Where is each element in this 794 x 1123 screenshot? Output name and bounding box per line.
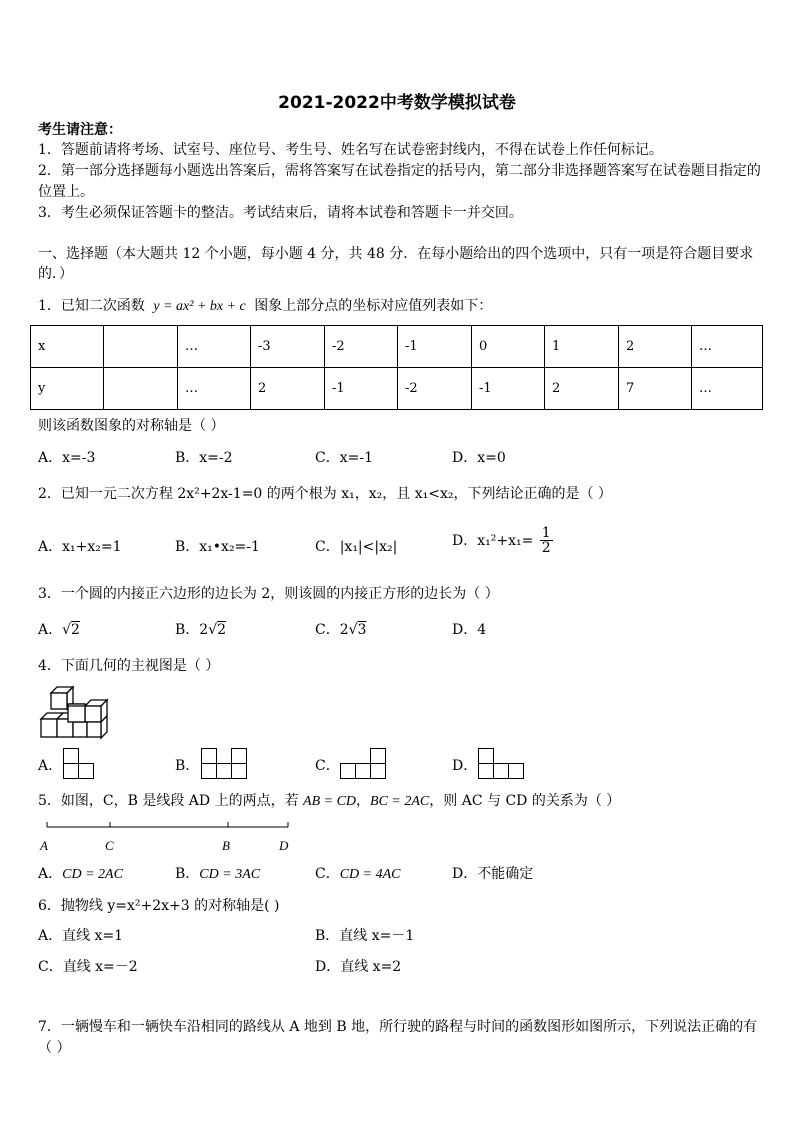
notice-item-2: 2．第一部分选择题每小题选出答案后，需将答案写在试卷指定的括号内，第二部分非选择题答案写在试卷题目指定的 bbox=[38, 163, 761, 179]
option-5a-math: CD = 2AC bbox=[62, 867, 123, 882]
question-1-prefix: 1．已知二次函数 bbox=[38, 298, 145, 314]
option-4d-label[interactable]: D． bbox=[452, 758, 478, 774]
option-3b[interactable] bbox=[175, 620, 226, 640]
table-cell: -1 bbox=[472, 368, 545, 410]
table-cell bbox=[104, 368, 178, 410]
table-cell: 2 bbox=[251, 368, 325, 410]
table-cell: … bbox=[692, 368, 763, 410]
option-5b-math: CD = 3AC bbox=[199, 867, 261, 882]
table-cell: -1 bbox=[325, 368, 398, 410]
option-6a[interactable]: A．直线 x=1 bbox=[38, 928, 124, 944]
question-1-ask: 则该函数图象的对称轴是（ ） bbox=[38, 418, 225, 434]
question-5-suffix: ，则 AC 与 CD 的关系为（ ） bbox=[429, 793, 621, 809]
option-4b-figure[interactable] bbox=[201, 748, 248, 780]
sqrt-sign: √ bbox=[62, 622, 72, 638]
table-cell bbox=[104, 326, 178, 368]
question-4-stem: 4．下面几何的主视图是（ ） bbox=[38, 658, 220, 674]
option-1b[interactable]: B．x=-2 bbox=[175, 450, 233, 466]
option-2d-text: D．x₁²+x₁= bbox=[452, 532, 534, 549]
option-1c[interactable]: C．x=-1 bbox=[315, 450, 373, 466]
fraction-numerator: 1 bbox=[541, 525, 551, 541]
table-cell: … bbox=[178, 326, 251, 368]
option-5c-math: CD = 4AC bbox=[339, 867, 401, 882]
option-4d-figure[interactable] bbox=[478, 748, 525, 780]
option-3b-label: B．2 bbox=[175, 622, 209, 638]
values-table bbox=[30, 325, 763, 410]
option-5b[interactable] bbox=[175, 864, 260, 885]
notice-heading: 考生请注意： bbox=[38, 122, 122, 138]
table-cell: 0 bbox=[472, 326, 545, 368]
question-1-suffix: 图象上部分点的坐标对应值列表如下： bbox=[254, 298, 493, 314]
question-7-stem-cont: （ ） bbox=[38, 1040, 71, 1056]
option-5c-label: C． bbox=[315, 866, 340, 882]
notice-item-3: 3．考生必须保证答题卡的整洁。考试结束后，请将本试卷和答题卡一并交回。 bbox=[38, 205, 523, 221]
table-cell: -3 bbox=[251, 326, 325, 368]
point-label-a: A bbox=[40, 838, 48, 853]
table-cell: y bbox=[31, 368, 104, 410]
option-5a[interactable] bbox=[38, 864, 123, 885]
table-row-x bbox=[31, 326, 763, 368]
fraction bbox=[540, 526, 553, 555]
option-1a[interactable]: A．x=-3 bbox=[38, 450, 96, 466]
table-cell: … bbox=[178, 368, 251, 410]
option-2c[interactable]: C．|x₁|<|x₂| bbox=[315, 539, 398, 555]
option-3a-label: A． bbox=[38, 622, 63, 638]
table-cell: -2 bbox=[325, 326, 398, 368]
option-4a-label[interactable]: A． bbox=[38, 758, 63, 774]
notice-item-1: 1．答题前请将考场、试室号、座位号、考生号、姓名写在试卷密封线内，不得在试卷上作任何标记。 bbox=[38, 142, 663, 158]
condition-2: BC = 2AC bbox=[370, 794, 430, 809]
option-3a[interactable] bbox=[38, 620, 80, 640]
question-3-stem: 3．一个圆的内接正六边形的边长为 2，则该圆的内接正方形的边长为（ ） bbox=[38, 586, 499, 602]
option-2b[interactable]: B．x₁•x₂=-1 bbox=[175, 539, 260, 555]
notice-item-2-cont: 位置上。 bbox=[38, 184, 94, 200]
option-6b[interactable]: B．直线 x=－1 bbox=[315, 928, 415, 944]
table-row-y bbox=[31, 368, 763, 410]
question-2-stem: 2．已知一元二次方程 2x²+2x-1=0 的两个根为 x₁，x₂，且 x₁<x₂，下列结论正确的是（ ） bbox=[38, 486, 612, 502]
question-1-formula: y = ax² + bx + c bbox=[153, 299, 246, 314]
condition-1: AB = CD bbox=[303, 794, 357, 809]
table-cell: 7 bbox=[619, 368, 692, 410]
option-5c[interactable] bbox=[315, 864, 401, 885]
page-title: 2021-2022中考数学模拟试卷 bbox=[278, 93, 516, 113]
section-heading: 一、选择题（本大题共 12 个小题，每小题 4 分，共 48 分．在每小题给出的四个选项中，只有一项是符合题目要求 bbox=[38, 246, 754, 262]
option-5b-label: B． bbox=[175, 866, 200, 882]
option-2d[interactable] bbox=[452, 526, 553, 555]
option-3d[interactable]: D．4 bbox=[452, 622, 487, 638]
table-cell: … bbox=[692, 326, 763, 368]
option-6d[interactable]: D．直线 x=2 bbox=[315, 959, 402, 975]
option-5d[interactable]: D．不能确定 bbox=[452, 866, 534, 882]
solid-figure-drawing bbox=[38, 686, 118, 742]
option-4c-figure[interactable] bbox=[340, 748, 387, 780]
point-label-b: B bbox=[222, 838, 230, 853]
table-cell: 1 bbox=[545, 326, 619, 368]
option-4c-label[interactable]: C． bbox=[315, 758, 340, 774]
option-6c[interactable]: C．直线 x=－2 bbox=[38, 959, 138, 975]
table-cell: x bbox=[31, 326, 104, 368]
table-cell: -1 bbox=[398, 326, 472, 368]
question-6-stem: 6．抛物线 y=x²+2x+3 的对称轴是( ) bbox=[38, 898, 280, 914]
question-5-prefix: 5．如图，C，B 是线段 AD 上的两点，若 bbox=[38, 793, 299, 809]
segment-line bbox=[46, 822, 290, 832]
fraction-denominator: 2 bbox=[541, 540, 551, 556]
option-2a[interactable]: A．x₁+x₂=1 bbox=[38, 539, 122, 555]
option-3c[interactable] bbox=[315, 620, 366, 640]
separator: ， bbox=[356, 793, 371, 809]
option-3c-label: C．2 bbox=[315, 622, 349, 638]
question-1-stem bbox=[38, 296, 492, 317]
option-5a-label: A． bbox=[38, 866, 63, 882]
point-label-d: D bbox=[279, 838, 289, 853]
sqrt-sign: √ bbox=[348, 622, 358, 638]
radicand: 2 bbox=[217, 622, 227, 638]
question-5-stem bbox=[38, 791, 620, 812]
table-cell: 2 bbox=[619, 326, 692, 368]
option-4b-label[interactable]: B． bbox=[175, 758, 200, 774]
option-1d[interactable]: D．x=0 bbox=[452, 450, 506, 466]
radicand: 3 bbox=[357, 622, 367, 638]
radicand: 2 bbox=[71, 622, 80, 638]
section-heading-cont: 的．） bbox=[38, 266, 73, 282]
sqrt-sign: √ bbox=[208, 622, 218, 638]
table-cell: 2 bbox=[545, 368, 619, 410]
point-label-c: C bbox=[105, 838, 114, 853]
question-7-stem: 7．一辆慢车和一辆快车沿相同的路线从 A 地到 B 地，所行驶的路程与时间的函数图形如图所示，下列说法正确的有 bbox=[38, 1019, 758, 1035]
option-4a-figure[interactable] bbox=[63, 748, 95, 780]
table-cell: -2 bbox=[398, 368, 472, 410]
